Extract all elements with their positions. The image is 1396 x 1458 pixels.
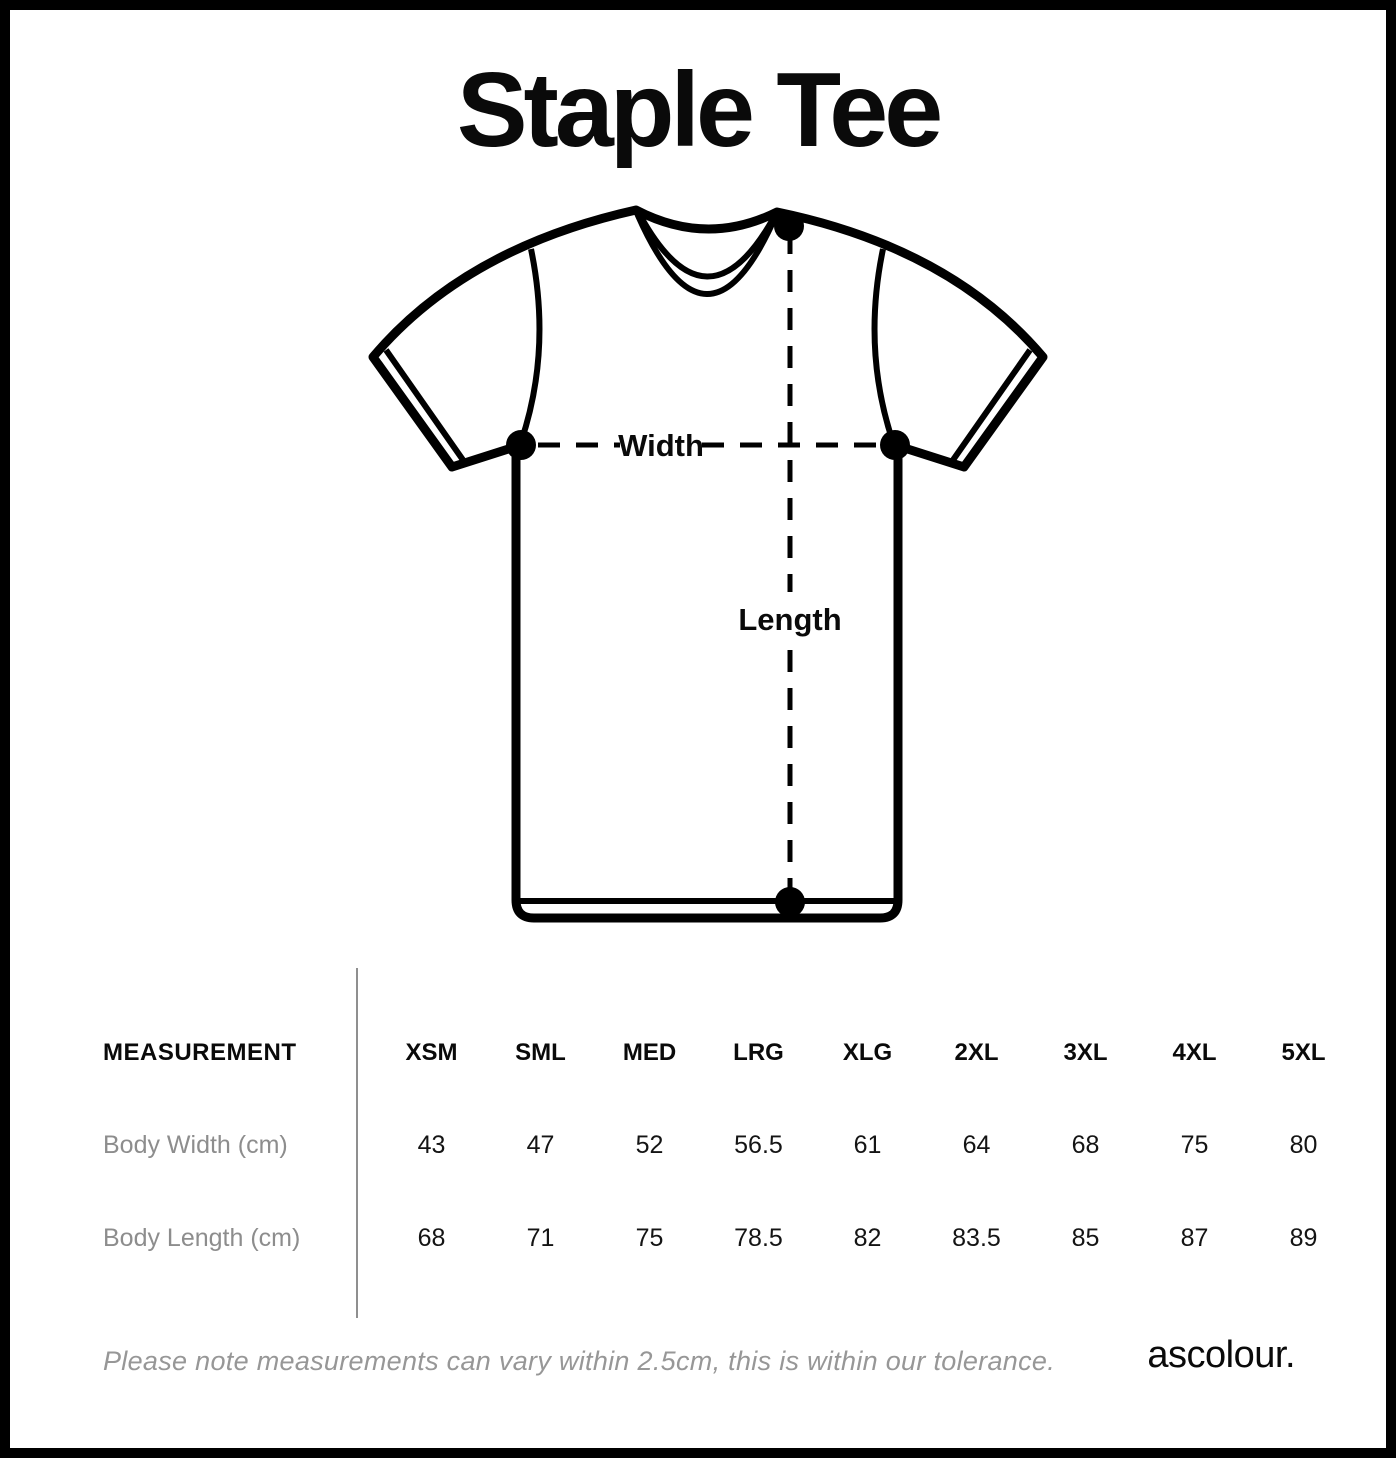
table-cell: 87 — [1180, 1224, 1209, 1252]
table-cell: 71 — [526, 1224, 555, 1252]
tshirt-outline — [373, 210, 1043, 918]
body-length-row-label: Body Length (cm) — [103, 1224, 301, 1252]
measurement-column-header: MEASUREMENT — [103, 1039, 297, 1066]
right-armpit-dot — [880, 430, 910, 460]
tshirt-diagram — [330, 190, 1090, 960]
left-armpit-dot — [506, 430, 536, 460]
table-cell: 82 — [853, 1224, 882, 1252]
table-cell: 47 — [526, 1131, 555, 1159]
page-title: Staple Tee — [456, 50, 940, 169]
table-cell: 43 — [417, 1131, 446, 1159]
table-cell: 83.5 — [952, 1224, 1001, 1252]
brand-logo: ascolour. — [1147, 1334, 1295, 1376]
size-header: 4XL — [1172, 1039, 1217, 1066]
hem-point-dot — [775, 887, 805, 917]
table-cell: 75 — [1180, 1131, 1209, 1159]
table-cell: 89 — [1289, 1224, 1318, 1252]
size-header: XSM — [405, 1039, 458, 1066]
length-dimension-label: Length — [738, 602, 842, 637]
size-header: 3XL — [1063, 1039, 1108, 1066]
size-header: 2XL — [954, 1039, 999, 1066]
body-width-row-label: Body Width (cm) — [103, 1131, 288, 1159]
size-header: SML — [515, 1039, 566, 1066]
size-header-row — [377, 1039, 1358, 1067]
table-cell: 61 — [853, 1131, 882, 1159]
tolerance-note: Please note measurements can vary within 2.5cm, this is within our tolerance. — [103, 1346, 1056, 1376]
body-length-values-row — [377, 1224, 1358, 1252]
table-cell: 68 — [417, 1224, 446, 1252]
size-header: LRG — [733, 1039, 784, 1066]
table-cell: 68 — [1071, 1131, 1100, 1159]
table-divider-line — [356, 968, 358, 1318]
body-width-values-row — [377, 1131, 1358, 1159]
shoulder-point-dot — [774, 211, 804, 241]
width-dimension-label: Width — [618, 428, 704, 463]
table-cell: 80 — [1289, 1131, 1318, 1159]
table-cell: 78.5 — [734, 1224, 783, 1252]
table-cell: 85 — [1071, 1224, 1100, 1252]
size-header: 5XL — [1281, 1039, 1326, 1066]
table-cell: 75 — [635, 1224, 664, 1252]
table-cell: 56.5 — [734, 1131, 783, 1159]
table-cell: 64 — [962, 1131, 991, 1159]
tshirt-sketch-svg — [330, 190, 1090, 960]
table-cell: 52 — [635, 1131, 664, 1159]
size-header: XLG — [842, 1039, 893, 1066]
size-header: MED — [622, 1039, 677, 1066]
